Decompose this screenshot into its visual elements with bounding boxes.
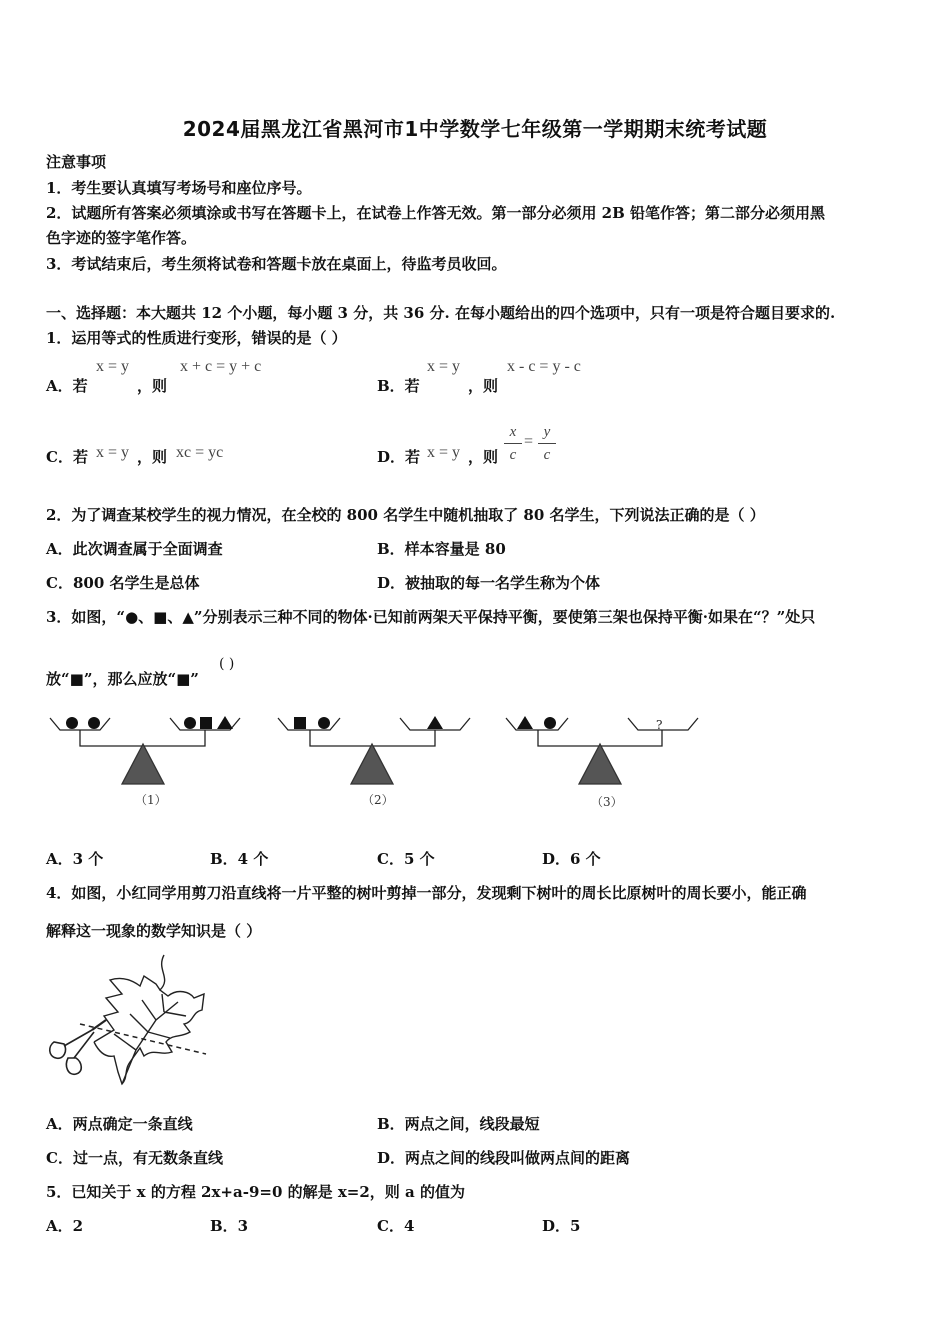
q2-option-c: C．800 名学生是总体 [46,574,200,592]
fulcrum [122,744,164,784]
fulcrum [351,744,393,784]
section-heading: 一、选择题：本大题共 12 个小题，每小题 3 分，共 36 分. 在每小题给出的四个选项中，只有一项是符合题目要求的. [46,304,836,322]
balance-1 [50,716,240,784]
q1-option-b-label: B．若 [377,377,420,395]
q4-stem: 4．如图，小红同学用剪刀沿直线将一片平整的树叶剪掉一部分，发现剩下树叶的周长比原树叶的周长要小，能正确 [46,884,807,902]
q1-option-a-then: ，则 [137,377,168,395]
q3-option-d: D．6 个 [542,850,601,868]
fraction-bar [504,443,522,444]
q1-option-b-then: ，则 [468,377,499,395]
fraction-bar [538,443,556,444]
q1-option-d-left-fraction [502,423,524,464]
q2-option-d: D．被抽取的每一名学生称为个体 [377,574,601,592]
q1-option-b-cond: x = y [427,358,461,375]
q3-stem: 3．如图，“●、■、▲”分别表示三种不同的物体·已知前两架天平保持平衡，要使第三架也保持平衡·如果在“？”处只 [46,608,816,626]
q4-option-b: B．两点之间，线段最短 [377,1115,540,1133]
q1-option-d-right-fraction [536,423,558,464]
q2-option-b: B．样本容量是 80 [377,540,506,558]
triangle-shape [517,716,533,729]
square-icon: ■ [69,670,84,688]
exam-title: 2024届黑龙江省黑河市1中学数学七年级第一学期期末统考试题 [182,117,768,141]
q3-stem-part2: ”，那么应放“ [83,670,177,688]
square-shape [200,717,212,729]
q1-option-c-result: xc = yc [176,444,224,461]
q3-option-a: A．3 个 [46,850,104,868]
q1-option-a-result: x + c = y + c [180,358,262,375]
notice-item-3: 3．考试结束后，考生须将试卷和答题卡放在桌面上，待监考员收回。 [46,255,507,273]
leaf-scissors-figure [44,950,224,1090]
left-pan [506,718,568,730]
q1-option-d-equals: = [524,433,534,450]
right-pan [628,718,698,730]
q5-option-a: A．2 [46,1217,84,1235]
q1-option-d-label: D．若 [377,448,421,466]
q1-option-d-then: ，则 [468,448,499,466]
q3-option-c: C．5 个 [377,850,435,868]
balance-figure [40,700,720,820]
q4-option-a: A．两点确定一条直线 [46,1115,193,1133]
q4-stem-line2: 解释这一现象的数学知识是（ ） [46,922,262,940]
square-icon: ■ [176,670,191,688]
q5-stem: 5．已知关于 x 的方程 2x+a-9=0 的解是 x=2，则 a 的值为 [46,1183,465,1201]
q3-stem-part3: ” [190,670,199,688]
q1-option-b-result: x - c = y - c [507,358,581,375]
notice-heading: 注意事项 [46,153,107,171]
circle-shape [544,717,556,729]
question-mark: ? [656,718,663,732]
triangle-shape [217,716,233,729]
q3-stem-part1: 放“ [46,670,70,688]
figure-label-3: （3） [591,795,623,809]
q2-option-a: A．此次调查属于全面调查 [46,540,223,558]
notice-item-2-cont: 色字迹的签字笔作答。 [46,229,197,247]
circle-shape [318,717,330,729]
circle-shape [66,717,78,729]
q5-option-b: B．3 [210,1217,249,1235]
notice-item-1: 1．考生要认真填写考场号和座位序号。 [46,179,312,197]
q1-option-c-label: C．若 [46,448,88,466]
square-shape [294,717,306,729]
fraction-denominator: c [543,447,551,463]
figure-label-1: （1） [135,793,167,807]
q1-stem: 1．运用等式的性质进行变形，错误的是（ ） [46,329,347,347]
q4-option-d: D．两点之间的线段叫做两点间的距离 [377,1149,631,1167]
notice-item-2: 2．试题所有答案必须填涂或书写在答题卡上，在试卷上作答无效。第一部分必须用 2B 铅笔作答；第二部分必须用黑 [46,204,826,222]
triangle-shape [427,716,443,729]
circle-shape [88,717,100,729]
q2-stem: 2．为了调查某校学生的视力情况，在全校的 800 名学生中随机抽取了 80 名学生，下列说法正确的是（ ） [46,506,765,524]
fraction-numerator: y [543,424,551,440]
balance-2 [278,716,470,784]
balance-3 [506,716,698,784]
q4-option-c: C．过一点，有无数条直线 [46,1149,223,1167]
q5-option-d: D．5 [542,1217,581,1235]
q3-answer-parentheses: ( ) [219,656,235,672]
leaf-icon [94,955,204,1084]
q1-option-a-label: A．若 [46,377,88,395]
figure-label-2: （2） [362,793,394,807]
fraction-denominator: c [509,447,517,463]
circle-shape [184,717,196,729]
q1-option-c-cond: x = y [96,444,130,461]
q1-option-c-then: ，则 [137,448,168,466]
q5-option-c: C．4 [377,1217,415,1235]
left-pan [278,718,340,730]
left-pan [50,718,110,730]
q1-option-a-cond: x = y [96,358,130,375]
q3-stem-line2 [46,668,199,689]
fulcrum [579,744,621,784]
q1-option-d-cond: x = y [427,444,461,461]
fraction-numerator: x [509,424,517,440]
q3-option-b: B．4 个 [210,850,269,868]
